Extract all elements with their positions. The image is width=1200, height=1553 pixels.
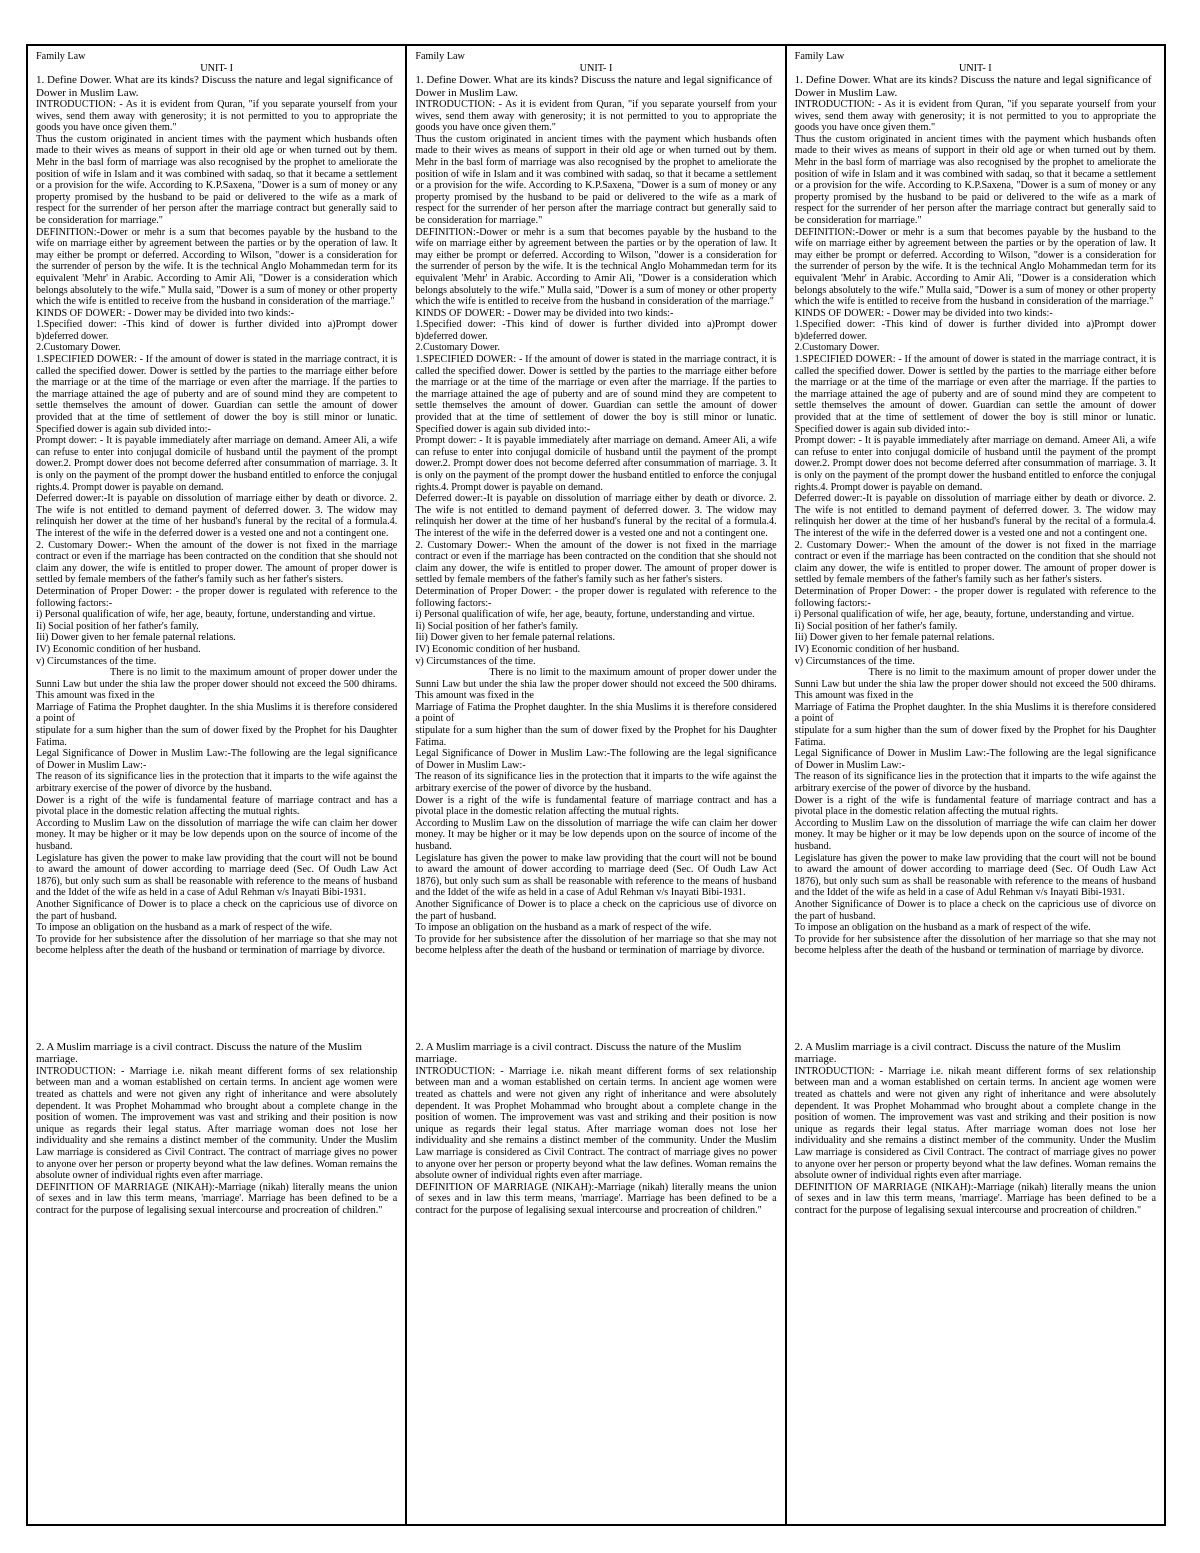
paragraph: stipulate for a sum higher than the sum of dower fixed by the Prophet for his Daughter Fatima. [415,725,777,748]
question-1-body [36,99,397,957]
list-item: Dower is a right of the wife is fundamental feature of marriage contract and has a pivotal place in the domestic relation affecting the mutual rights. [36,794,398,818]
unit-title: UNIT- I [200,62,234,74]
list-item: To impose an obligation on the husband as a mark of respect of the wife. [794,922,1091,934]
paragraph: v) Circumstances of the time. [36,655,157,667]
paragraph: 2.Customary Dower. [36,342,121,354]
section-gap [36,957,397,1041]
list-item: Dower is a right of the wife is fundamental feature of marriage contract and has a pivotal place in the domestic relation affecting the mutual rights. [415,794,777,818]
paragraph: DEFINITION:-Dower or mehr is a sum that becomes payable by the husband to the wife on marriage either by agreement between the parties or by the operation of law. It may either be prompt or deferred. According to Wilson, "dower is a consideration for the surrender of person by the wife. It is the technical Anglo Mohammedan term for its equivalent 'Mehr' in Arabic. According to Amir Ali, "Dower is a consideration which belongs absolutely to the wife." Mulla said, "Dower is a sum of money or other property which the wife is entitled to receive from the husband in consideration of the marriage." [36,226,398,308]
paragraph: There is no limit to the maximum amount of proper dower under the Sunni Law but under the shia law the proper dower should not exceed the 500 dhirams. This amount was fixed in the [415,667,777,702]
paragraph: Legal Significance of Dower in Muslim Law:-The following are the legal significance of Dower in Muslim Law:- [794,748,1156,771]
paragraph: Legal Significance of Dower in Muslim Law:-The following are the legal significance of Dower in Muslim Law:- [415,748,777,771]
paragraph: Iii) Dower given to her female paternal relations. [36,632,236,644]
question-2-title: 2. A Muslim marriage is a civil contract. Discuss the nature of the Muslim marriage. [794,1040,1121,1066]
paragraph: Iii) Dower given to her female paternal relations. [794,632,995,644]
column-middle [407,46,786,1524]
paragraph: 1.Specified dower: -This kind of dower is further divided into a)Prompt dower b)deferred dower. [794,319,1156,342]
paragraph: Determination of Proper Dower: - the proper dower is regulated with reference to the following factors:- [36,585,398,609]
paragraph: Thus the custom originated in ancient times with the payment which husbands often made to their wives as means of support in their old age or when turned out by them. Mehr in the basl form of marriage was also recognised by the prophet to ameliorate the position of wife in Islam and it was combined with sadaq, so that it became a settlement or a provision for the wife. According to K.P.Saxena, "Dower is a sum of money or any property promised by the husband to be paid or delivered to the wife as a mark of respect for the surrender of her person after the marriage contract but generally said to be consideration for marriage." [794,133,1156,226]
list-item: To provide for her subsistence after the dissolution of her marriage so that she may not become helpless after the death of the husband or termination of marriage by divorce. [415,933,777,957]
paragraph: DEFINITION OF MARRIAGE (NIKAH):-Marriage (nikah) literally means the union of sexes and in law this term means, 'marriage'. Marriage has been defined to be a contract for the purpose of legalising sexual intercourse and procreation of children." [794,1181,1156,1216]
list-item: To impose an obligation on the husband as a mark of respect of the wife. [415,922,712,934]
section-gap [415,957,776,1041]
paragraph: INTRODUCTION: - As it is evident from Quran, "if you separate yourself from your wives, send them away with generosity; it is not permitted to you to appropriate the goods you have once given them." [794,99,1156,134]
list-item: To provide for her subsistence after the dissolution of her marriage so that she may not become helpless after the death of the husband or termination of marriage by divorce. [794,933,1156,957]
column-left [28,46,407,1524]
unit-title: UNIT- I [958,62,992,74]
paragraph: Marriage of Fatima the Prophet daughter. In the shia Muslims it is therefore considered a point of [36,701,398,725]
list-item: Another Significance of Dower is to place a check on the capricious use of divorce on the part of husband. [415,898,777,922]
paragraph: DEFINITION:-Dower or mehr is a sum that becomes payable by the husband to the wife on marriage either by agreement between the parties or by the operation of law. It may either be prompt or deferred. According to Wilson, "dower is a consideration for the surrender of person by the wife. It is the technical Anglo Mohammedan term for its equivalent 'Mehr' in Arabic. According to Amir Ali, "Dower is a consideration which belongs absolutely to the wife." Mulla said, "Dower is a sum of money or other property which the wife is entitled to receive from the husband in consideration of the marriage." [794,226,1156,308]
question-2-body [36,1066,397,1217]
paragraph: Thus the custom originated in ancient times with the payment which husbands often made to their wives as means of support in their old age or when turned out by them. Mehr in the basl form of marriage was also recognised by the prophet to ameliorate the position of wife in Islam and it was combined with sadaq, so that it became a settlement or a provision for the wife. According to K.P.Saxena, "Dower is a sum of money or any property promised by the husband to be paid or delivered to the wife as a mark of respect for the surrender of her person after the marriage contract but generally said to be consideration for marriage." [415,133,777,226]
paragraph: stipulate for a sum higher than the sum of dower fixed by the Prophet for his Daughter Fatima. [36,725,398,748]
paragraph: 2. Customary Dower:- When the amount of the dower is not fixed in the marriage contract or even if the marriage has been contracted on the condition that she should not claim any dower, the wife is entitled to proper dower. The amount of proper dower is settled by female members of the father's family such as her father's sisters. [794,539,1156,586]
list-item: Dower is a right of the wife is fundamental feature of marriage contract and has a pivotal place in the domestic relation affecting the mutual rights. [794,794,1156,818]
paragraph: INTRODUCTION: - Marriage i.e. nikah meant different forms of sex relationship between man and a woman established on certain terms. In ancient age women were treated as chattels and were not given any right of inheritance and were absolutely dependent. It was Prophet Mohammad who brought about a complete change in the position of women. The improvement was vast and striking and their position is now unique as regards their legal status. After marriage woman does not lose her individuality and she remains a distinct member of the community. Under the Muslim Law marriage is considered as Civil Contract. The contract of marriage gives no power to anyone over her person or property beyond what the law defines. Woman remains the absolute owner of individual rights even after marriage. [415,1065,777,1182]
paragraph: IV) Economic condition of her husband. [415,643,580,655]
paragraph: v) Circumstances of the time. [794,655,915,667]
section-gap [795,957,1156,1041]
paragraph: DEFINITION OF MARRIAGE (NIKAH):-Marriage (nikah) literally means the union of sexes and in law this term means, 'marriage'. Marriage has been defined to be a contract for the purpose of legalising sexual intercourse and procreation of children." [36,1181,398,1216]
course-header: Family Law [36,51,86,62]
list-item: The reason of its significance lies in the protection that it imparts to the wife against the arbitrary exercise of the power of divorce by the husband. [794,771,1156,795]
paragraph: Thus the custom originated in ancient times with the payment which husbands often made to their wives as means of support in their old age or when turned out by them. Mehr in the basl form of marriage was also recognised by the prophet to ameliorate the position of wife in Islam and it was combined with sadaq, so that it became a settlement or a provision for the wife. According to K.P.Saxena, "Dower is a sum of money or any property promised by the husband to be paid or delivered to the wife as a mark of respect for the surrender of her person after the marriage contract but generally said to be consideration for marriage." [36,133,398,226]
paragraph: Marriage of Fatima the Prophet daughter. In the shia Muslims it is therefore considered a point of [415,701,777,725]
question-1-title: 1. Define Dower. What are its kinds? Discuss the nature and legal significance of Dower in Muslim Law. [36,74,393,99]
paragraph: IV) Economic condition of her husband. [36,643,201,655]
paragraph: KINDS OF DOWER: - Dower may be divided into two kinds:- [794,307,1053,319]
paragraph: stipulate for a sum higher than the sum of dower fixed by the Prophet for his Daughter Fatima. [794,725,1156,748]
list-item: Legislature has given the power to make law providing that the court will not be bound to award the amount of dower according to marriage deed (Sec. Of Oudh Law Act 1876), but only such sum as shall be reasonable with reference to the means of husband and the Iddet of the wife as held in a case of Adul Rehman v/s Inayati Bibi-1931. [415,852,777,899]
paragraph: There is no limit to the maximum amount of proper dower under the Sunni Law but under the shia law the proper dower should not exceed the 500 dhirams. This amount was fixed in the [794,667,1156,702]
list-item: Legislature has given the power to make law providing that the court will not be bound to award the amount of dower according to marriage deed (Sec. Of Oudh Law Act 1876), but only such sum as shall be reasonable with reference to the means of husband and the Iddet of the wife as held in a case of Adul Rehman v/s Inayati Bibi-1931. [36,852,398,899]
list-item: The reason of its significance lies in the protection that it imparts to the wife against the arbitrary exercise of the power of divorce by the husband. [36,771,398,795]
paragraph: Iii) Dower given to her female paternal relations. [415,632,616,644]
list-item: The reason of its significance lies in the protection that it imparts to the wife against the arbitrary exercise of the power of divorce by the husband. [415,771,777,795]
paragraph: Deferred dower:-It is payable on dissolution of marriage either by death or divorce. 2. The wife is not entitled to demand payment of deferred dower. 3. The widow may relinquish her dower at the time of her husband's funeral by the recital of a formula.4. The interest of the wife in the deferred dower is a vested one and not a contingent one. [794,493,1156,539]
column-right [787,46,1164,1524]
question-1-body [415,99,776,957]
list-item: According to Muslim Law on the dissolution of marriage the wife can claim her dower money. It may be higher or it may be low depends upon on the source of income of the husband. [794,817,1156,852]
paragraph: DEFINITION OF MARRIAGE (NIKAH):-Marriage (nikah) literally means the union of sexes and in law this term means, 'marriage'. Marriage has been defined to be a contract for the purpose of legalising sexual intercourse and procreation of children." [415,1181,777,1216]
paragraph: Ii) Social position of her father's family. [415,620,579,632]
paragraph: 2.Customary Dower. [794,342,880,354]
course-header: Family Law [415,51,465,62]
unit-title: UNIT- I [579,62,613,74]
list-item: Another Significance of Dower is to place a check on the capricious use of divorce on the part of husband. [794,898,1156,922]
paragraph: INTRODUCTION: - Marriage i.e. nikah meant different forms of sex relationship between man and a woman established on certain terms. In ancient age women were treated as chattels and were not given any right of inheritance and were absolutely dependent. It was Prophet Mohammad who brought about a complete change in the position of women. The improvement was vast and striking and their position is now unique as regards their legal status. After marriage woman does not lose her individuality and she remains a distinct member of the community. Under the Muslim Law marriage is considered as Civil Contract. The contract of marriage gives no power to anyone over her person or property beyond what the law defines. Woman remains the absolute owner of individual rights even after marriage. [794,1065,1156,1182]
paragraph: IV) Economic condition of her husband. [794,643,960,655]
paragraph: INTRODUCTION: - Marriage i.e. nikah meant different forms of sex relationship between man and a woman established on certain terms. In ancient age women were treated as chattels and were not given any right of inheritance and were absolutely dependent. It was Prophet Mohammad who brought about a complete change in the position of women. The improvement was vast and striking and their position is now unique as regards their legal status. After marriage woman does not lose her individuality and she remains a distinct member of the community. Under the Muslim Law marriage is considered as Civil Contract. The contract of marriage gives no power to anyone over her person or property beyond what the law defines. Woman remains the absolute owner of individual rights even after marriage. [36,1065,398,1182]
paragraph: Prompt dower: - It is payable immediately after marriage on demand. Ameer Ali, a wife can refuse to enter into conjugal domicile of husband until the payment of the prompt dower.2. Prompt dower does not become deferred after consummation of marriage. 3. It is only on the payment of the prompt dower the husband entitled to enforce the conjugal rights.4. Prompt dower is payable on demand. [415,435,777,493]
paragraph: 1.Specified dower: -This kind of dower is further divided into a)Prompt dower b)deferred dower. [36,319,398,342]
paragraph: i) Personal qualification of wife, her age, beauty, fortune, understanding and virtue. [36,609,376,621]
list-item: According to Muslim Law on the dissolution of marriage the wife can claim her dower money. It may be higher or it may be low depends upon on the source of income of the husband. [36,817,398,852]
list-item: To provide for her subsistence after the dissolution of her marriage so that she may not become helpless after the death of the husband or termination of marriage by divorce. [36,933,398,957]
paragraph: i) Personal qualification of wife, her age, beauty, fortune, understanding and virtue. [794,609,1135,621]
list-item: To impose an obligation on the husband as a mark of respect of the wife. [36,922,333,934]
page-frame [26,44,1166,1526]
question-2-title: 2. A Muslim marriage is a civil contract. Discuss the nature of the Muslim marriage. [415,1040,742,1066]
list-item: According to Muslim Law on the dissolution of marriage the wife can claim her dower money. It may be higher or it may be low depends upon on the source of income of the husband. [415,817,777,852]
paragraph: Deferred dower:-It is payable on dissolution of marriage either by death or divorce. 2. The wife is not entitled to demand payment of deferred dower. 3. The widow may relinquish her dower at the time of her husband's funeral by the recital of a formula.4. The interest of the wife in the deferred dower is a vested one and not a contingent one. [415,493,777,539]
paragraph: DEFINITION:-Dower or mehr is a sum that becomes payable by the husband to the wife on marriage either by agreement between the parties or by the operation of law. It may either be prompt or deferred. According to Wilson, "dower is a consideration for the surrender of person by the wife. It is the technical Anglo Mohammedan term for its equivalent 'Mehr' in Arabic. According to Amir Ali, "Dower is a consideration which belongs absolutely to the wife." Mulla said, "Dower is a sum of money or other property which the wife is entitled to receive from the husband in consideration of the marriage." [415,226,777,308]
paragraph: v) Circumstances of the time. [415,655,536,667]
paragraph: KINDS OF DOWER: - Dower may be divided into two kinds:- [415,307,674,319]
paragraph: Determination of Proper Dower: - the proper dower is regulated with reference to the following factors:- [794,585,1156,609]
paragraph: Legal Significance of Dower in Muslim Law:-The following are the legal significance of Dower in Muslim Law:- [36,748,398,771]
question-1-body [795,99,1156,957]
paragraph: 1.Specified dower: -This kind of dower is further divided into a)Prompt dower b)deferred dower. [415,319,777,342]
paragraph: 1.SPECIFIED DOWER: - If the amount of dower is stated in the marriage contract, it is called the specified dower. Dower is settled by the parties to the marriage either before the marriage or at the time of the marriage or even after the marriage. If the parties to the marriage attained the age of puberty and are of sound mind they are competent to settle themselves the amount of dower. Guardian can settle the amount of dower provided that at the time of settlement of dower the boy is still minor or lunatic. Specified dower is again sub divided into:- [36,354,398,435]
question-2-body [795,1066,1156,1217]
course-header: Family Law [794,51,845,62]
paragraph: KINDS OF DOWER: - Dower may be divided into two kinds:- [36,307,295,319]
paragraph: INTRODUCTION: - As it is evident from Quran, "if you separate yourself from your wives, send them away with generosity; it is not permitted to you to appropriate the goods you have once given them." [36,99,398,134]
paragraph: 2. Customary Dower:- When the amount of the dower is not fixed in the marriage contract or even if the marriage has been contracted on the condition that she should not claim any dower, the wife is entitled to proper dower. The amount of proper dower is settled by female members of the father's family such as her father's sisters. [36,539,398,586]
paragraph: Prompt dower: - It is payable immediately after marriage on demand. Ameer Ali, a wife can refuse to enter into conjugal domicile of husband until the payment of the prompt dower.2. Prompt dower does not become deferred after consummation of marriage. 3. It is only on the payment of the prompt dower the husband entitled to enforce the conjugal rights.4. Prompt dower is payable on demand. [36,435,398,493]
paragraph: 1.SPECIFIED DOWER: - If the amount of dower is stated in the marriage contract, it is called the specified dower. Dower is settled by the parties to the marriage either before the marriage or at the time of the marriage or even after the marriage. If the parties to the marriage attained the age of puberty and are of sound mind they are competent to settle themselves the amount of dower. Guardian can settle the amount of dower provided that at the time of settlement of dower the boy is still minor or lunatic. Specified dower is again sub divided into:- [794,354,1156,435]
question-1-title: 1. Define Dower. What are its kinds? Discuss the nature and legal significance of Dower in Muslim Law. [415,74,773,99]
paragraph: Marriage of Fatima the Prophet daughter. In the shia Muslims it is therefore considered a point of [794,701,1156,725]
paragraph: i) Personal qualification of wife, her age, beauty, fortune, understanding and virtue. [415,609,755,621]
paragraph: There is no limit to the maximum amount of proper dower under the Sunni Law but under the shia law the proper dower should not exceed the 500 dhirams. This amount was fixed in the [36,667,398,702]
question-1-title: 1. Define Dower. What are its kinds? Discuss the nature and legal significance of Dower in Muslim Law. [794,74,1152,99]
paragraph: Prompt dower: - It is payable immediately after marriage on demand. Ameer Ali, a wife can refuse to enter into conjugal domicile of husband until the payment of the prompt dower.2. Prompt dower does not become deferred after consummation of marriage. 3. It is only on the payment of the prompt dower the husband entitled to enforce the conjugal rights.4. Prompt dower is payable on demand. [794,435,1156,493]
paragraph: 2.Customary Dower. [415,342,500,354]
paragraph: 2. Customary Dower:- When the amount of the dower is not fixed in the marriage contract or even if the marriage has been contracted on the condition that she should not claim any dower, the wife is entitled to proper dower. The amount of proper dower is settled by female members of the father's family such as her father's sisters. [415,539,777,586]
paragraph: 1.SPECIFIED DOWER: - If the amount of dower is stated in the marriage contract, it is called the specified dower. Dower is settled by the parties to the marriage either before the marriage or at the time of the marriage or even after the marriage. If the parties to the marriage attained the age of puberty and are of sound mind they are competent to settle themselves the amount of dower. Guardian can settle the amount of dower provided that at the time of settlement of dower the boy is still minor or lunatic. Specified dower is again sub divided into:- [415,354,777,435]
list-item: Legislature has given the power to make law providing that the court will not be bound to award the amount of dower according to marriage deed (Sec. Of Oudh Law Act 1876), but only such sum as shall be reasonable with reference to the means of husband and the Iddet of the wife as held in a case of Adul Rehman v/s Inayati Bibi-1931. [794,852,1156,899]
paragraph: Ii) Social position of her father's family. [36,620,199,632]
paragraph: Deferred dower:-It is payable on dissolution of marriage either by death or divorce. 2. The wife is not entitled to demand payment of deferred dower. 3. The widow may relinquish her dower at the time of her husband's funeral by the recital of a formula.4. The interest of the wife in the deferred dower is a vested one and not a contingent one. [36,493,398,539]
paragraph: Determination of Proper Dower: - the proper dower is regulated with reference to the following factors:- [415,585,777,609]
question-2-title: 2. A Muslim marriage is a civil contract. Discuss the nature of the Muslim marriage. [36,1040,362,1066]
list-item: Another Significance of Dower is to place a check on the capricious use of divorce on the part of husband. [36,898,398,922]
paragraph: INTRODUCTION: - As it is evident from Quran, "if you separate yourself from your wives, send them away with generosity; it is not permitted to you to appropriate the goods you have once given them." [415,99,777,134]
question-2-body [415,1066,776,1217]
paragraph: Ii) Social position of her father's family. [794,620,958,632]
